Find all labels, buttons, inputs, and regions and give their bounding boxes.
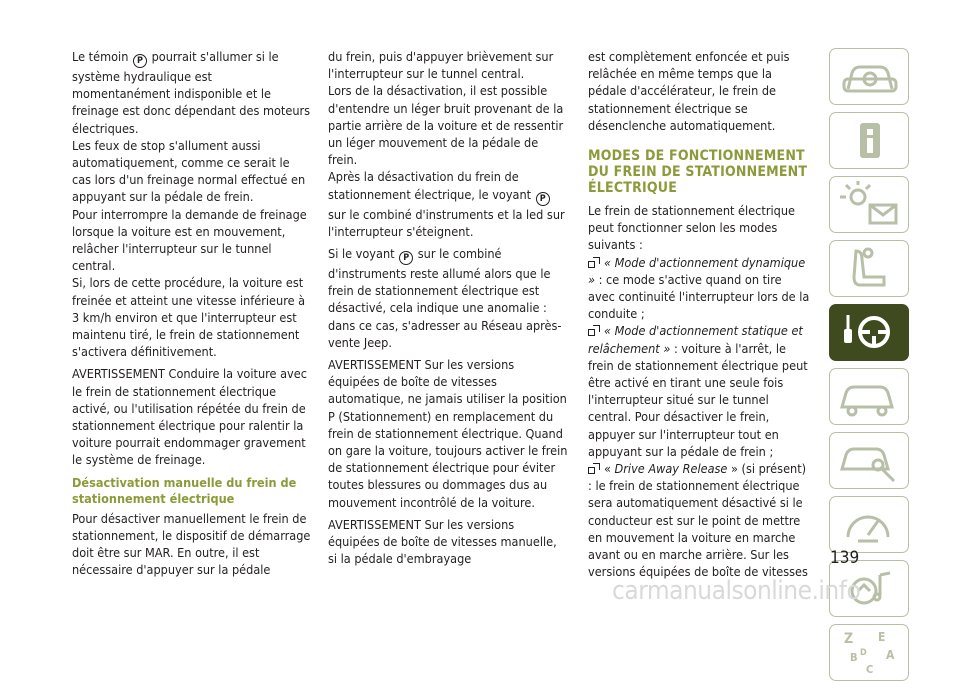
bullet-item: « Mode d'actionnement dynamique » : ce mode s'active quand on tire avec continuité l'interrupteur lors de la conduite ; [588, 254, 810, 322]
section-title: MODES DE FONCTIONNEMENT DU FREIN DE STATIONNEMENT ÉLECTRIQUE [588, 148, 808, 197]
warning-paragraph: AVERTISSEMENT Conduire la voiture avec le frein de stationnement électrique activé, ou l'utilisation répétée du frein de stationnement électrique pour ralentir la voiture pourrait endommager gravement le système de freinage. [72, 366, 307, 468]
paragraph: Le témoin P pourrait s'allumer si le système hydraulique est momentanément indisponible et le freinage est donc dépendant des moteurs électriques. [72, 49, 311, 136]
bullet-icon [588, 257, 601, 268]
paragraph: Si le voyant P sur le combiné d'instruments reste allumé alors que le frein de stationnement électrique est désactivé, cela indique une anomalie : dans ce cas, s'adresser au Réseau après-vente Jeep. [328, 246, 562, 350]
tab-info[interactable] [829, 112, 909, 169]
bullet-icon [588, 463, 601, 474]
tab-car-dashboard[interactable] [829, 48, 909, 105]
alphabet-index-icon [830, 625, 908, 680]
tab-emergency[interactable] [829, 368, 909, 425]
tab-seats[interactable] [829, 240, 909, 297]
warning-paragraph: AVERTISSEMENT Sur les versions équipées de boîte de vitesses manuelle, si la pédale d'embrayage [328, 516, 557, 567]
watermark: carmanualsonline.info [612, 576, 861, 606]
tab-technical-data[interactable] [829, 496, 909, 553]
car-warning-icon [830, 369, 908, 424]
paragraph: Après la désactivation du frein de stationnement électrique, le voyant P sur le combiné d'instruments et la led sur l'interrupteur s'éteignent. [328, 169, 565, 239]
paragraph: Si, lors de cette procédure, la voiture est freinée et atteint une vitesse inférieure à 3 km/h environ et que l'interrupteur est maintenu tiré, le frein de stationnement s'activera définitivement. [72, 275, 306, 360]
index-letter: C [866, 663, 874, 676]
lights-envelope-icon [830, 177, 908, 232]
info-icon [830, 113, 908, 168]
index-letter: Z [844, 631, 854, 647]
tab-maintenance[interactable] [829, 432, 909, 489]
warning-paragraph: AVERTISSEMENT Sur les versions équipées de boîte de vitesses automatique, ne jamais utiliser la position P (Stationnement) en remplacement du frein de stationnement électrique. Quand on gare la voiture, toujours activer le frein de stationnement électrique pour éviter toutes blessures ou dommages dus au mouvement incontrôlé de la voiture. [328, 357, 568, 510]
gauge-wrench-icon [830, 497, 908, 552]
column-1 [72, 48, 312, 583]
index-letter: B [850, 651, 858, 664]
bullet-item: « Drive Away Release » (si présent) : le frein de stationnement électrique sera automatiquement désactivé si le conducteur est sur le point de mettre en mouvement la voiture en marche avant ou en marche arrière. Sur les versions équipées de boîte de vitesses [588, 461, 808, 580]
paragraph: est complètement enfoncée et puis relâchée en même temps que la pédale d'accélérateur, le frein de stationnement électrique se désenclenche automatiquement. [588, 49, 790, 133]
paragraph: du frein, puis d'appuyer brièvement sur l'interrupteur sur le tunnel central. [328, 49, 554, 82]
tab-index[interactable] [829, 624, 909, 681]
car-dashboard-icon [830, 49, 908, 104]
tab-starting-driving[interactable] [829, 304, 909, 361]
column-3 [588, 48, 810, 580]
paragraph: Les feux de stop s'allument aussi automatiquement, comme ce serait le cas lors d'un freinage normal effectué en appuyant sur la pédale de frein. [72, 137, 306, 205]
tab-lights[interactable] [829, 176, 909, 233]
paragraph: Le frein de stationnement électrique peut fonctionner selon les modes suivants : [588, 203, 795, 253]
column-2 [328, 48, 568, 572]
index-letter: E [878, 630, 886, 644]
page-number: 139 [830, 548, 860, 568]
paragraph: Pour désactiver manuellement le frein de stationnement, le dispositif de démarrage doit être sur MAR. En outre, il est nécessaire d'appuyer sur la pédale [72, 510, 311, 578]
car-seat-icon [830, 241, 908, 296]
parking-brake-warning-icon: P [536, 192, 550, 206]
parking-brake-warning-icon: P [133, 54, 147, 68]
index-letter: D [860, 648, 867, 658]
parking-brake-warning-icon: P [399, 251, 413, 265]
bullet-icon [588, 325, 601, 336]
bullet-item: « Mode d'actionnement statique et relâchement » : voiture à l'arrêt, le frein de stationnement électrique peut être activé en tirant une seule fois l'interrupteur situé sur le tunnel central. Pour désactiver le frein, appuyer sur l'interrupteur tout en appuyant sur la pédale de frein ; [588, 323, 808, 459]
index-letter: A [886, 648, 895, 662]
paragraph: Pour interrompre la demande de freinage lorsque la voiture est en mouvement, relâcher l'interrupteur sur le tunnel central. [72, 206, 307, 274]
key-steering-wheel-icon [830, 305, 908, 360]
paragraph: Lors de la désactivation, il est possible d'entendre un léger bruit provenant de la partie arrière de la voiture et de ressentir un léger mouvement de la pédale de frein. [328, 83, 564, 168]
subheading: Désactivation manuelle du frein de stationnement électrique [72, 474, 297, 506]
car-wrench-icon [830, 433, 908, 488]
